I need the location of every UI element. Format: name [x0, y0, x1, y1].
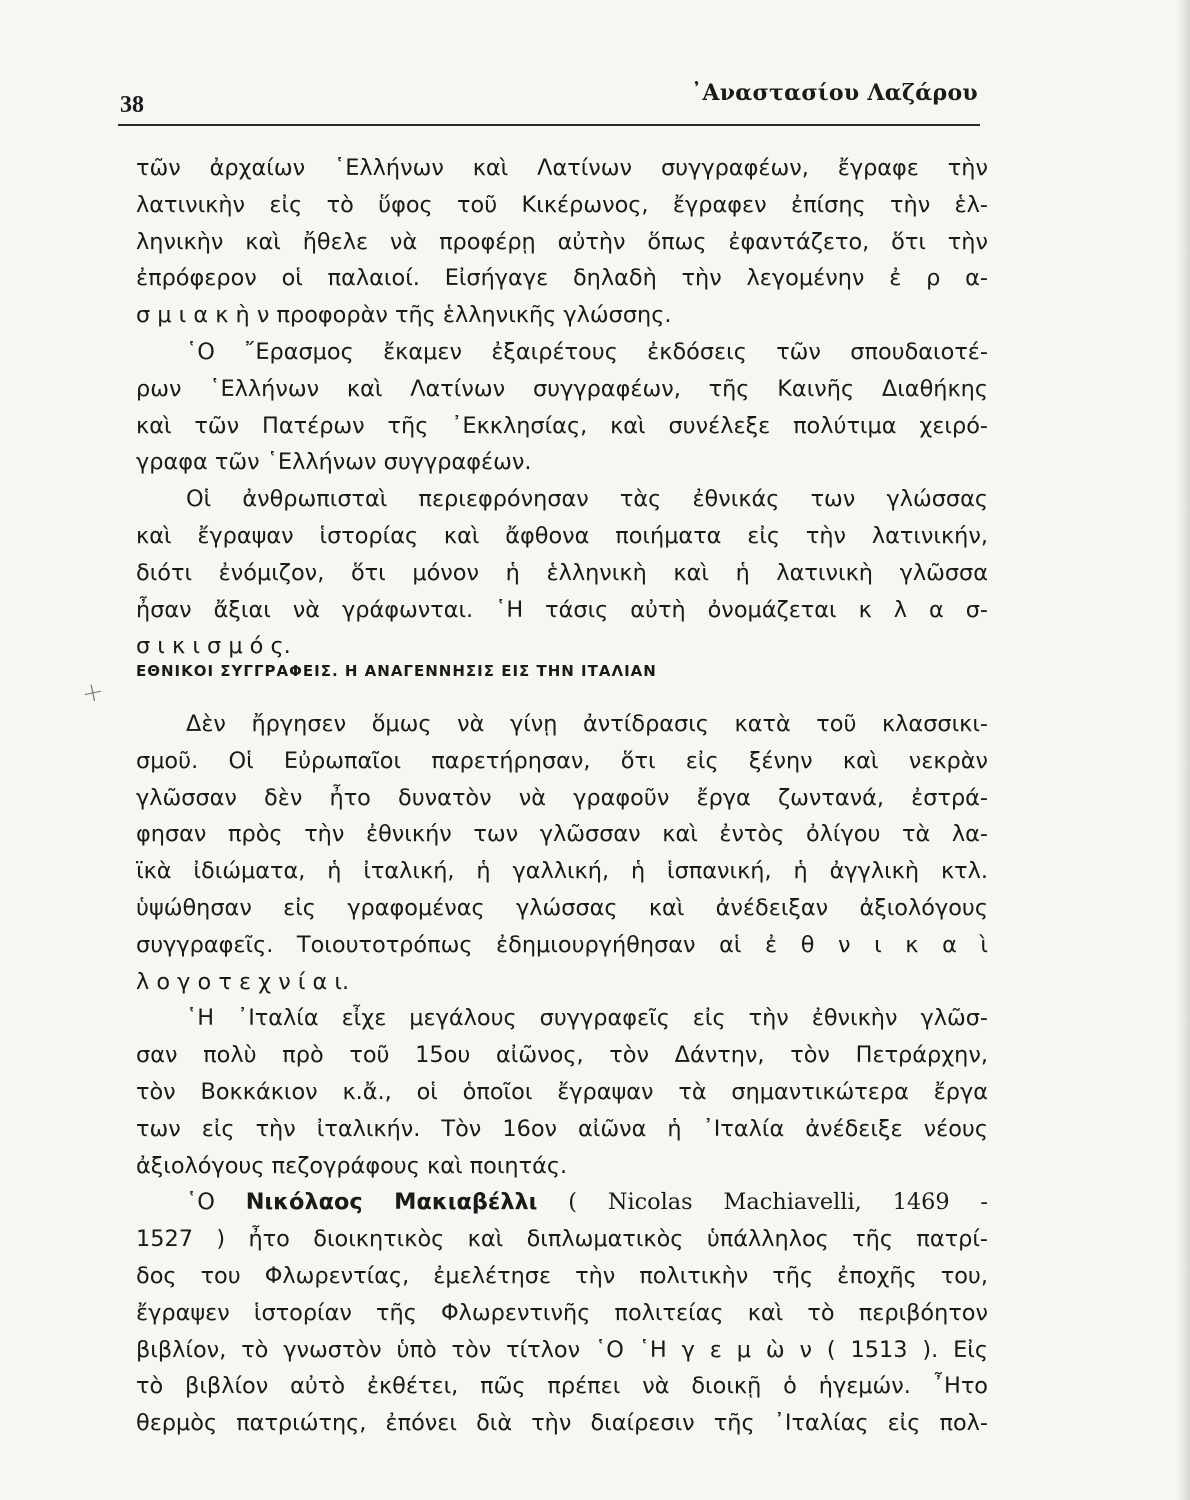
- text-line: σμοῦ. Οἱ Εὐρωπαῖοι παρετήρησαν, ὅτι εἰς ξένην καὶ νεκρὰν: [136, 747, 988, 774]
- text-line: ἐπρόφερον οἱ παλαιοί. Εἰσήγαγε δηλαδὴ τὴν λεγομένην ἐ ρ α-: [136, 265, 988, 292]
- spaced-term: λ ο γ ο τ ε χ ν ί α ι.: [136, 968, 350, 995]
- text-line: των εἰς τὴν ἰταλικήν. Τὸν 16ον αἰῶνα ἡ ᾿Ιταλία ἀνέδειξε νέους: [136, 1115, 988, 1142]
- text-line: καὶ ἔγραψαν ἱστορίας καὶ ἄφθονα ποιήματα εἰς τὴν λατινικήν,: [136, 522, 988, 549]
- text-line: τὸ βιβλίον αὐτὸ ἐκθέτει, πῶς πρέπει νὰ διοικῇ ὁ ἡγεμών. ῏Ητο: [136, 1373, 988, 1400]
- text-line: φησαν πρὸς τὴν ἐθνικήν των γλῶσσαν καὶ ἐντὸς ὀλίγου τὰ λα-: [136, 821, 988, 848]
- spaced-term: ῾Ο ῾Η γ ε μ ὼ ν: [595, 1336, 813, 1363]
- line-text: ( 1513 ). Εἰς: [826, 1336, 988, 1363]
- header-rule: [118, 124, 980, 126]
- spaced-term: κ λ α σ-: [858, 596, 988, 623]
- text-line: ληνικὴν καὶ ἤθελε νὰ προφέρῃ αὐτὴν ὅπως ἐφαντάζετο, ὅτι τὴν: [136, 228, 988, 255]
- text-line: Οἱ ἀνθρωπισταὶ περιεφρόνησαν τὰς ἐθνικάς των γλώσσας: [186, 486, 988, 513]
- text-line: λατινικὴν εἰς τὸ ὕφος τοῦ Κικέρωνος, ἔγραφεν ἐπίσης τὴν ἑλ-: [136, 191, 988, 218]
- line-text: ἦσαν ἄξιαι νὰ γράφωνται. ῾Η τάσις αὐτὴ ὀνομάζεται: [136, 596, 837, 623]
- text-line: ῾Η ᾿Ιταλία εἶχε μεγάλους συγγραφεῖς εἰς τὴν ἐθνικὴν γλῶσ-: [186, 1005, 988, 1032]
- page-number: 38: [120, 92, 144, 118]
- bold-name: Νικόλαος Μακιαβέλλι: [245, 1189, 538, 1216]
- line-text: συγγραφεῖς. Τοιουτοτρόπως ἐδημιουργήθησαν αἱ: [136, 931, 742, 958]
- spaced-term: ἐ θ ν ι κ α ὶ: [765, 931, 988, 958]
- text-line: Δὲν ἤργησεν ὅμως νὰ γίνῃ ἀντίδρασις κατὰ τοῦ κλασσικι-: [186, 711, 988, 737]
- text-block-1: [136, 150, 988, 665]
- text-line: ϊκὰ ἰδιώματα, ἡ ἰταλική, ἡ γαλλική, ἡ ἱσπανική, ἡ ἀγγλικὴ κτλ.: [136, 858, 988, 885]
- text-line: ὑψώθησαν εἰς γραφομένας γλώσσας καὶ ἀνέδειξαν ἀξιολόγους: [136, 894, 988, 921]
- spaced-term: σ μ ι α κ ὴ ν: [136, 302, 270, 329]
- text-line: γλῶσσαν δὲν ἦτο δυνατὸν νὰ γραφοῦν ἔργα ζωντανά, ἐστρά-: [136, 784, 988, 811]
- section-heading: ΕΘΝΙΚΟΙ ΣΥΓΓΡΑΦΕΙΣ. Η ΑΝΑΓΕΝΝΗΣΙΣ ΕΙΣ ΤΗΝ ΙΤΑΛΙΑΝ: [136, 662, 657, 680]
- text-line: [136, 927, 988, 964]
- text-line: [136, 964, 988, 1001]
- text-line: θερμὸς πατριώτης, ἐπόνει διὰ τὴν διαίρεσιν τῆς ᾿Ιταλίας εἰς πολ-: [136, 1410, 988, 1437]
- text-line: [136, 628, 988, 665]
- margin-mark: +: [79, 676, 107, 710]
- text-line: ἀξιολόγους πεζογράφους καὶ ποιητάς.: [136, 1152, 568, 1179]
- text-line: [136, 1184, 988, 1221]
- line-text: βιβλίον, τὸ γνωστὸν ὑπὸ τὸν τίτλον: [136, 1336, 581, 1363]
- text-line: σαν πολὺ πρὸ τοῦ 15ου αἰῶνος, τὸν Δάντην, τὸν Πετράρχην,: [136, 1042, 988, 1069]
- text-line: καὶ τῶν Πατέρων τῆς ᾿Εκκλησίας, καὶ συνέλεξε πολύτιμα χειρό-: [136, 412, 988, 439]
- text-line: δος του Φλωρεντίας, ἐμελέτησε τὴν πολιτικὴν τῆς ἐποχῆς του,: [136, 1262, 988, 1289]
- text-line: 1527 ) ἦτο διοικητικὸς καὶ διπλωματικὸς ὑπάλληλος τῆς πατρί-: [136, 1226, 988, 1253]
- text-line: [136, 592, 988, 629]
- line-text: ῾Ο: [186, 1189, 215, 1216]
- latin-note: ( Nicolas Machiavelli, 1469 -: [568, 1189, 988, 1216]
- text-block-2: [136, 706, 988, 1442]
- text-line: ἔγραψεν ἱστορίαν τῆς Φλωρεντινῆς πολιτείας καὶ τὸ περιβόητον: [136, 1299, 988, 1326]
- text-line: ρων ῾Ελλήνων καὶ Λατίνων συγγραφέων, τῆς Καινῆς Διαθήκης: [136, 375, 988, 402]
- line-text: προφορὰν τῆς ἑλληνικῆς γλώσσης.: [276, 302, 672, 329]
- text-line: ῾Ο ῎Ερασμος ἔκαμεν ἐξαιρέτους ἐκδόσεις τῶν σπουδαιοτέ-: [186, 338, 988, 365]
- text-line: διότι ἐνόμιζον, ὅτι μόνον ἡ ἑλληνικὴ καὶ ἡ λατινικὴ γλῶσσα: [136, 559, 988, 586]
- text-line: [136, 297, 988, 334]
- running-head: ᾿Αναστασίου Λαζάρου: [691, 80, 978, 106]
- text-line: τὸν Βοκκάκιον κ.ἄ., οἱ ὁποῖοι ἔγραψαν τὰ σημαντικώτερα ἔργα: [136, 1078, 988, 1105]
- text-line: τῶν ἀρχαίων ῾Ελλήνων καὶ Λατίνων συγγραφέων, ἔγραφε τὴν: [136, 155, 988, 181]
- text-line: [136, 1332, 988, 1369]
- page-edge-shadow: [1176, 0, 1190, 1500]
- text-line: γραφα τῶν ῾Ελλήνων συγγραφέων.: [136, 449, 532, 476]
- spaced-term: σ ι κ ι σ μ ό ς.: [136, 633, 291, 660]
